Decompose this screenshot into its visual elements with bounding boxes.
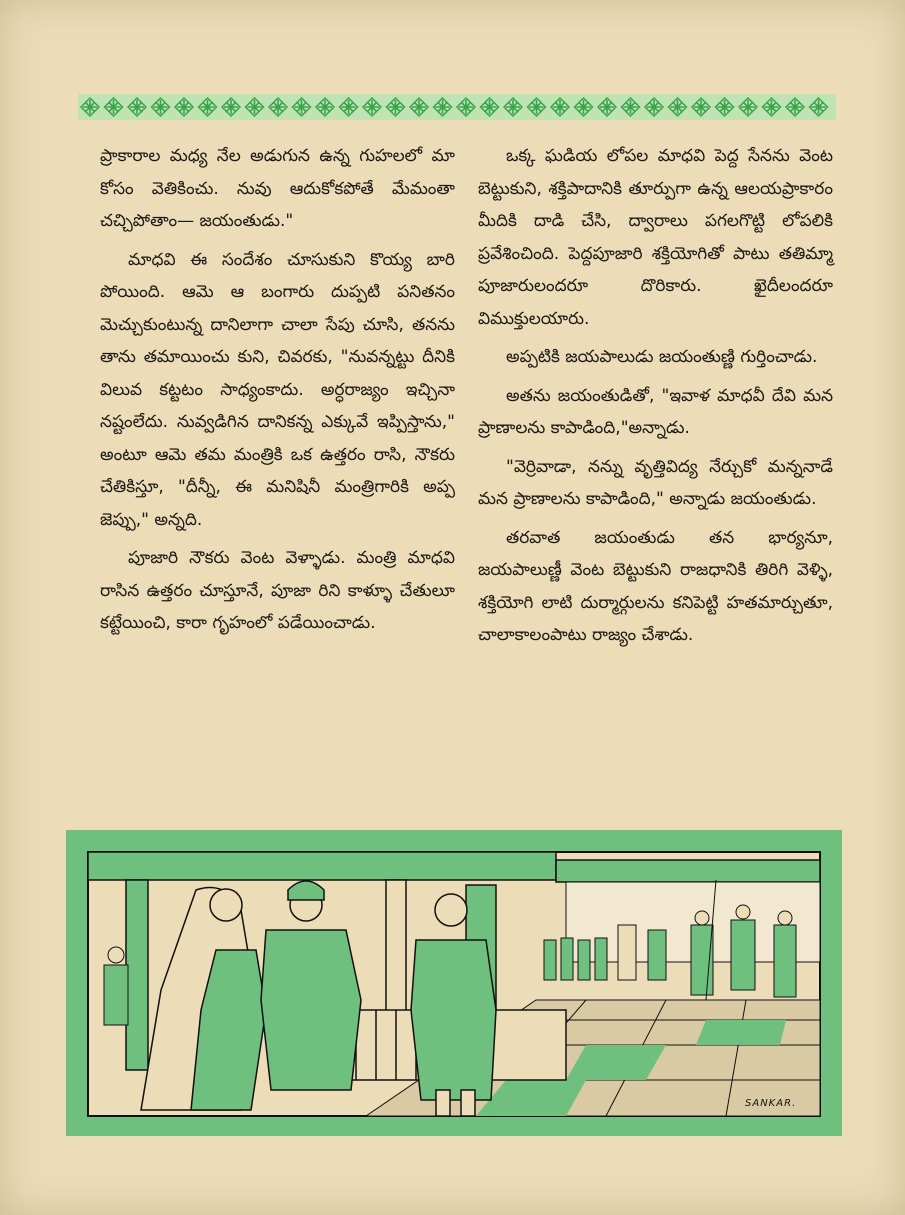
right-paragraph-1: ఒక్క ఘడియ లోపల మాధవి పెద్ద సేనను వెంట బెట్టుకుని, శక్తిపాదానికి తూర్పుగా ఉన్న ఆలయప్రాకారం మీదికి దాడి చేసి, ద్వారాలు పగలగొట్టి లోపలికి ప్రవేశించింది. పెద్దపూజారి శక్తియోగితో పాటు తతిమ్మా పూజారులందరూ దొరికారు. ఖైదీలందరూ విముక్తులయారు. <box>478 146 833 329</box>
decorative-border <box>78 94 836 120</box>
artist-signature: SANKAR. <box>745 1098 797 1109</box>
left-paragraph-1: ప్రాకారాల మధ్య నేల అడుగున ఉన్న గుహలలో మా కోసం వెతికించు. నువు ఆదుకోకపోతే మేమంతా చచ్చిపోతాం— జయంతుడు." <box>100 146 455 231</box>
left-text-column <box>100 140 455 646</box>
story-illustration <box>66 830 842 1136</box>
right-text-column <box>478 140 833 658</box>
illustration-drawing <box>66 830 842 1136</box>
right-paragraph-3: అతను జయంతుడితో, "ఇవాళ మాధవీ దేవి మన ప్రాణాలను కాపాడింది,"అన్నాడు. <box>478 385 833 438</box>
right-paragraph-4: "వెర్రివాడా, నన్ను వృత్తివిద్య నేర్చుకో మన్ననాడే మన ప్రాణాలను కాపాడింది," అన్నాడు జయంతుడు. <box>478 456 833 509</box>
left-paragraph-3: పూజారి నౌకరు వెంట వెళ్ళాడు. మంత్రి మాధవి రాసిన ఉత్తరం చూస్తూనే, పూజా రిని కాళ్ళూ చేతులూ కట్టేయించి, కారా గృహంలో పడేయించాడు. <box>100 548 455 633</box>
left-paragraph-2: మాధవి ఈ సందేశం చూసుకుని కొయ్య బారి పోయింది. ఆమె ఆ బంగారు దుప్పటి పనితనం మెచ్చుకుంటున్న దానిలాగా చాలా సేపు చూసి, తనను తాను తమాయించు కుని, చివరకు, "నువన్నట్టు దీనికి విలువ కట్టటం సాధ్యంకాదు. అర్ధరాజ్యం ఇచ్చినా నష్టంలేదు. నువ్వడిగిన దానికన్న ఎక్కువే ఇప్పిస్తాను," అంటూ ఆమె తమ మంత్రికి ఒక ఉత్తరం రాసి, నౌకరు చేతికిస్తూ, "దీన్నీ, ఈ మనిషినీ మంత్రిగారికి అప్ప జెప్పు," అన్నది. <box>100 249 455 530</box>
right-paragraph-2: అప్పటికి జయపాలుడు జయంతుణ్ణి గుర్తించాడు. <box>506 347 818 367</box>
right-paragraph-5: తరవాత జయంతుడు తన భార్యనూ, జయపాలుణ్ణీ వెంట బెట్టుకుని రాజధానికి తిరిగి వెళ్ళి, శక్తియోగి లాటి దుర్మార్గులను కనిపెట్టి హతమార్చుతూ, చాలాకాలంపాటు రాజ్యం చేశాడు. <box>478 527 833 645</box>
